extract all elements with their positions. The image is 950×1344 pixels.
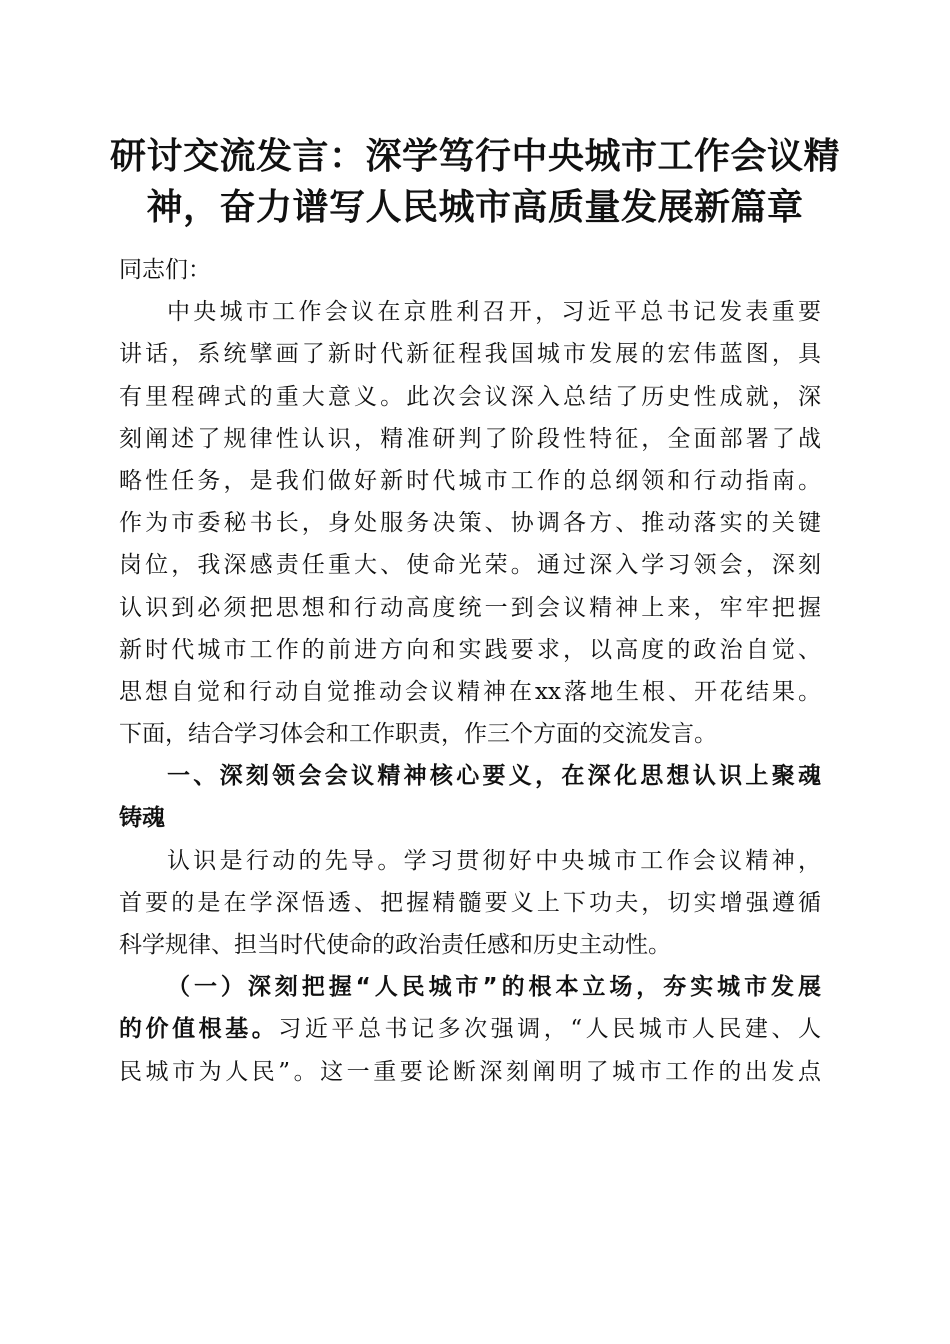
- intro-line: 新时代城市工作的前进方向和实践要求，以高度的政治自觉、: [119, 636, 821, 663]
- subsection-heading-end: 的价值根基。: [119, 1016, 279, 1043]
- subsection-paragraph-line: [119, 1008, 821, 1050]
- document-title: [110, 131, 840, 233]
- intro-line: 下面，结合学习体会和工作职责，作三个方面的交流发言。: [119, 721, 717, 748]
- section-paragraph-line: 认识是行动的先导。学习贯彻好中央城市工作会议精神，: [167, 847, 821, 874]
- intro-line: 作为市委秘书长，身处服务决策、协调各方、推动落实的关键: [119, 510, 821, 537]
- section-paragraph-line: 首要的是在学深悟透、把握精髓要义上下功夫，切实增强遵循: [119, 889, 821, 916]
- subsection-text: 习近平总书记多次强调，“人民城市人民建、人: [278, 1016, 821, 1043]
- document-body: [119, 249, 821, 1093]
- section-paragraph-line: 科学规律、担当时代使命的政治责任感和历史主动性。: [119, 932, 671, 958]
- intro-line: 中央城市工作会议在京胜利召开，习近平总书记发表重要: [167, 299, 821, 326]
- intro-line: 思想自觉和行动自觉推动会议精神在xx落地生根、开花结果。: [119, 678, 821, 705]
- title-line: 研讨交流发言：深学笃行中央城市工作会议精: [110, 136, 841, 177]
- intro-line: 岗位，我深感责任重大、使命光荣。通过深入学习领会，深刻: [119, 552, 821, 579]
- section-heading: 铸魂: [119, 805, 165, 832]
- subsection-paragraph-line: 民城市为人民”。这一重要论断深刻阐明了城市工作的出发点: [119, 1058, 821, 1085]
- intro-line: 有里程碑式的重大意义。此次会议深入总结了历史性成就，深: [119, 383, 821, 410]
- intro-line: 讲话，系统擘画了新时代新征程我国城市发展的宏伟蓝图，具: [119, 341, 821, 368]
- title-line: 神，奋力谱写人民城市高质量发展新篇章: [146, 187, 804, 228]
- salutation: 同志们：: [119, 257, 211, 283]
- intro-line: 认识到必须把思想和行动高度统一到会议精神上来，牢牢把握: [119, 594, 821, 621]
- section-heading: 一、深刻领会会议精神核心要义，在深化思想认识上聚魂: [167, 763, 821, 790]
- intro-line: 刻阐述了规律性认识，精准研判了阶段性特征，全面部署了战: [119, 425, 821, 452]
- intro-line: 略性任务，是我们做好新时代城市工作的总纲领和行动指南。: [119, 467, 821, 494]
- subsection-heading: （一）深刻把握“人民城市”的根本立场，夯实城市发展: [167, 974, 821, 1001]
